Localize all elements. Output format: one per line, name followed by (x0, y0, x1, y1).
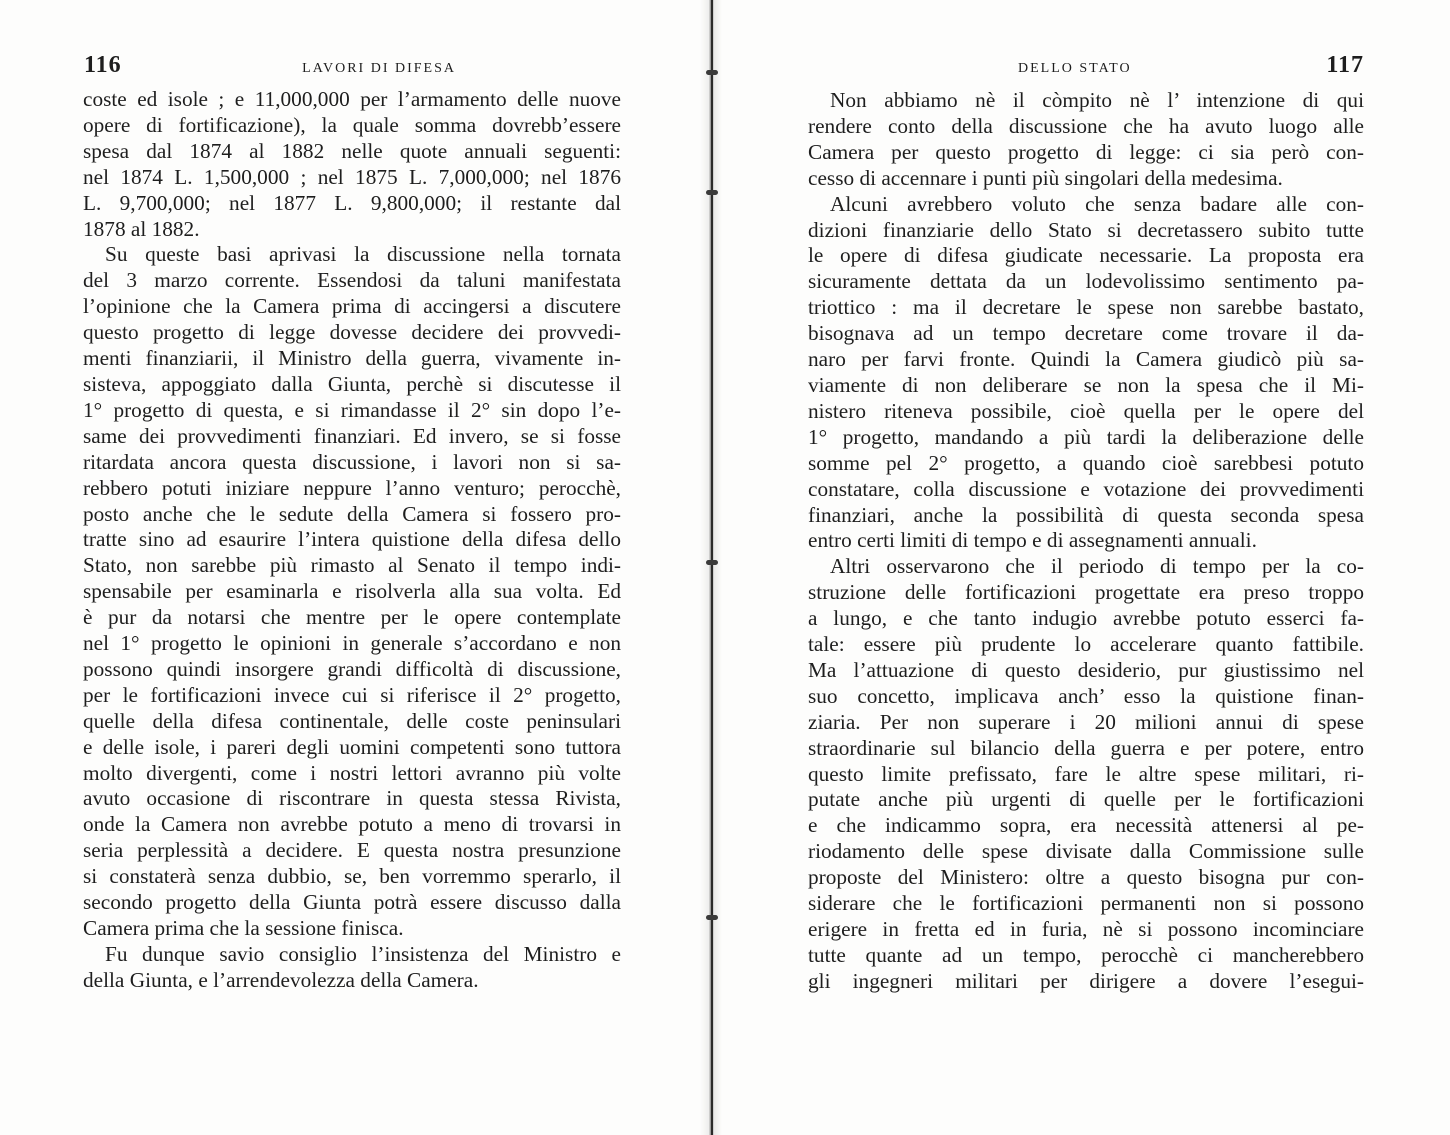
text-line: L. 9,700,000; nel 1877 L. 9,800,000; il restante dal (83, 190, 621, 215)
left-running-head (84, 52, 620, 82)
text-line: bisognava ad un tempo decretare come trovare il da- (808, 321, 1364, 346)
text-line: l’opinione che la Camera prima di accingersi a discutere (83, 294, 621, 319)
binding-stitch (706, 915, 718, 920)
text-line: questo limite prefissato, fare le altre spese militari, ri- (808, 761, 1364, 786)
text-line: Camera prima che la sessione finisca. (83, 916, 404, 940)
text-line: tratte sino ad esaurire l’intera quistione della difesa dello (83, 527, 621, 552)
text-line: Alcuni avrebbero voluto che senza badare alle con- (830, 191, 1364, 216)
text-line: Camera per questo progetto di legge: ci sia però con- (808, 139, 1364, 164)
text-line: questo progetto di legge dovesse decidere dei provvedi- (83, 320, 621, 345)
text-line: Su queste basi aprivasi la discussione nella tornata (105, 242, 621, 267)
binding-stitch (706, 190, 718, 195)
text-line: proposte del Ministero: oltre a questo bisogna pur con- (808, 865, 1364, 890)
text-line: Stato, non sarebbe più rimasto al Senato il tempo indi- (83, 553, 621, 578)
text-line: finanziari, anche la possibilità di questa seconda spesa (808, 502, 1364, 527)
text-line: spesa dal 1874 al 1882 nelle quote annuali seguenti: (83, 138, 621, 163)
text-line: onde la Camera non avrebbe potuto a meno di trovarsi in (83, 812, 621, 837)
text-line: avuto occasione di riscontrare in questa stessa Rivista, (83, 786, 621, 811)
text-line: a lungo, e che tanto indugio avrebbe potuto esserci fa- (808, 606, 1364, 631)
text-line: della Giunta, e l’arrendevolezza della Camera. (83, 967, 479, 992)
text-line: cesso di accennare i punti più singolari della medesima. (808, 165, 1283, 190)
text-line: per le fortificazioni invece cui si riferisce il 2° progetto, (83, 682, 621, 707)
text-line: triottico : ma il decretare le spese non sarebbe bastato, (808, 295, 1364, 320)
text-line: constatare, colla discussione e votazione dei provvedimenti (808, 476, 1364, 501)
text-line: quelle della difesa continentale, delle coste peninsulari (83, 708, 621, 733)
text-line: rebbero potuti iniziare neppure l’anno venturo; perocchè, (83, 475, 621, 500)
text-line: nistero riteneva possibile, cioè quella per le opere del (808, 398, 1364, 423)
text-line: struzione delle fortificazioni progettate era preso troppo (808, 580, 1364, 605)
text-line: erigere in fretta ed in furia, nè si possono incominciare (808, 917, 1364, 941)
text-line: riodamento delle spese divisate dalla Commissione sulle (808, 839, 1364, 864)
text-line: suo concetto, implicava anch’ esso la quistione finan- (808, 683, 1364, 708)
binding-stitch (706, 70, 718, 75)
text-line: spensabile per esaminarla e risolverla alla sua volta. Ed (83, 579, 621, 604)
text-line: putate anche più urgenti di quelle per le fortificazioni (808, 787, 1364, 812)
text-line: sisteva, appoggiato dalla Giunta, perchè si discutesse il (83, 371, 621, 396)
left-page (0, 0, 700, 1135)
text-line: nel 1874 L. 1,500,000 ; nel 1875 L. 7,000,000; nel 1876 (83, 164, 621, 189)
text-line: gli ingegneri militari per dirigere a dovere l’esegui- (808, 968, 1364, 993)
right-page (722, 0, 1450, 1135)
text-line: e delle isole, i pareri degli uomini competenti sono tuttora (83, 734, 621, 759)
left-page-number: 116 (84, 52, 122, 78)
text-line: 1° progetto di questa, e si rimandasse il 2° sin dopo l’e- (83, 397, 621, 422)
text-line: Altri osservarono che il periodo di tempo per la co- (830, 554, 1364, 579)
left-text-block (83, 87, 621, 994)
text-line: del 3 marzo corrente. Essendosi da taluni manifestata (83, 268, 621, 293)
text-line: sicuramente dettata da un lodevolissimo sentimento pa- (808, 269, 1364, 294)
text-line: 1878 al 1882. (83, 216, 200, 241)
text-line: viamente di non deliberare se non la spesa che il Mi- (808, 372, 1364, 397)
text-line: Ma l’attuazione di questo desiderio, pur giustissimo nel (808, 657, 1364, 682)
text-line: menti finanziarii, il Ministro della guerra, vivamente in- (83, 346, 621, 371)
text-line: coste ed isole ; e 11,000,000 per l’armamento delle nuove (83, 87, 621, 111)
text-line: opere di fortificazione), la quale somma dovrebb’essere (83, 112, 621, 137)
text-line: è pur da notarsi che mentre per le opere contemplate (83, 605, 621, 630)
text-line: 1° progetto, mandando a più tardi la deliberazione delle (808, 424, 1364, 449)
text-line: ziaria. Per non superare i 20 milioni annui di spese (808, 709, 1364, 734)
text-line: e che indicammo sopra, era necessità attenersi al pe- (808, 813, 1364, 838)
text-line: rendere conto della discussione che ha avuto luogo alle (808, 113, 1364, 138)
text-line: possono quindi insorgere grandi difficoltà di discussione, (83, 656, 621, 681)
text-line: tale: essere più prudente lo accelerare quanto fattibile. (808, 632, 1364, 657)
left-running-head-title: LAVORI DI DIFESA (302, 61, 456, 76)
text-line: entro certi limiti di tempo e di assegnamenti annuali. (808, 528, 1257, 553)
right-page-number: 117 (1326, 52, 1364, 78)
right-running-head (808, 52, 1364, 82)
binding-stitch (706, 560, 718, 565)
text-line: same dei provvedimenti finanziari. Ed invero, se si fosse (83, 423, 621, 448)
text-line: seria perplessità a decidere. E questa nostra presunzione (83, 838, 621, 863)
text-line: Non abbiamo nè il còmpito nè l’ intenzione di qui (830, 88, 1364, 112)
text-line: tutte quante ad un tempo, perocchè ci mancherebbero (808, 942, 1364, 967)
right-running-head-title: DELLO STATO (1018, 61, 1132, 76)
text-line: somme pel 2° progetto, a quando cioè sarebbesi potuto (808, 450, 1364, 475)
text-line: straordinarie sul bilancio della guerra e per potere, entro (808, 735, 1364, 760)
text-line: siderare che le fortificazioni permanenti non si possono (808, 891, 1364, 916)
text-line: Fu dunque savio consiglio l’insistenza del Ministro e (105, 941, 621, 966)
text-line: nel 1° progetto le opinioni in generale s’accordano e non (83, 631, 621, 656)
book-fold-line (711, 0, 713, 1135)
text-line: dizioni finanziarie dello Stato si decretassero subito tutte (808, 217, 1364, 242)
right-text-block (808, 88, 1364, 995)
text-line: le opere di difesa giudicate necessarie. La proposta era (808, 243, 1364, 268)
text-line: secondo progetto della Giunta potrà essere discusso dalla (83, 890, 621, 915)
text-line: posto anche che le sedute della Camera si fossero pro- (83, 501, 621, 526)
text-line: molto divergenti, come i nostri lettori avranno più volte (83, 760, 621, 785)
text-line: ritardata ancora questa discussione, i lavori non si sa- (83, 449, 621, 474)
text-line: si constaterà senza dubbio, se, ben vorremmo sperarlo, il (83, 864, 621, 889)
text-line: naro per farvi fronte. Quindi la Camera giudicò più sa- (808, 347, 1364, 372)
